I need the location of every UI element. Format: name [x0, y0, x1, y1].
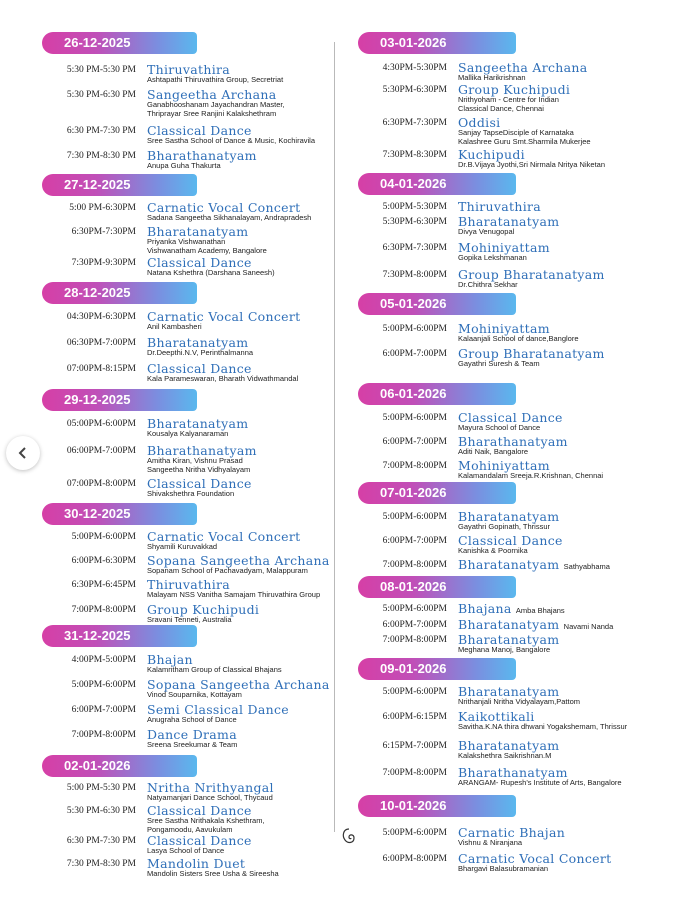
- event-performer: Anil Kambasheri: [147, 322, 202, 331]
- event-title-text: Bharathanatyam: [458, 765, 568, 780]
- event-performer: Sopanam School of Pachavadyam, Malappuram: [147, 566, 308, 575]
- event-time: 5:30 PM-6:30 PM: [66, 90, 136, 100]
- event-time: 5:00PM-6:00PM: [382, 828, 447, 838]
- event-title-text: Classical Dance: [147, 123, 252, 138]
- event-title-text: Carnatic Bhajan: [458, 825, 566, 840]
- event-performer: Dr.B.Vijaya Jyothi,Sri Nirmala Nritya Niketan: [458, 160, 605, 169]
- event-title: [458, 199, 541, 214]
- date-header: 03-01-2026: [358, 32, 516, 54]
- event-performer: Kalakshethra Saikrishnan.M: [458, 751, 552, 760]
- event-title-text: Carnatic Vocal Concert: [458, 851, 612, 866]
- event-performer: Vishwanatham Academy, Bangalore: [147, 246, 267, 255]
- event-title-text: Carnatic Vocal Concert: [147, 309, 301, 324]
- event-performer: Aditi Naik, Bangalore: [458, 447, 529, 456]
- event-title-text: Classical Dance: [147, 833, 252, 848]
- event-performer: Bhargavi Balasubramanian: [458, 864, 549, 873]
- event-title-text: Classical Dance: [147, 803, 252, 818]
- event-title: [458, 617, 613, 632]
- event-title-text: Carnatic Vocal Concert: [147, 529, 301, 544]
- date-header: 07-01-2026: [358, 482, 516, 504]
- event-title-text: Dance Drama: [147, 727, 237, 742]
- event-performer: Navami Nanda: [563, 622, 614, 631]
- event-time: 07:00PM-8:00PM: [66, 479, 136, 489]
- event-performer: Sangeetha Nritha Vidhyalayam: [147, 465, 251, 474]
- event-time: 7:00PM-8:00PM: [382, 560, 447, 570]
- event-performer: Ganabhooshanam Jayachandran Master,: [147, 100, 285, 109]
- event-performer: Gopika Lekshmanan: [458, 253, 527, 262]
- previous-page-button[interactable]: [6, 436, 40, 470]
- event-performer: Kalashree Guru Smt.Sharmila Mukerjee: [458, 137, 591, 146]
- event-performer: Kalamritham Group of Classical Bhajans: [147, 665, 282, 674]
- event-title-text: Bharatanatyam: [458, 214, 560, 229]
- event-title-text: Bharatanatyam: [147, 335, 249, 350]
- event-time: 7:00PM-8:00PM: [382, 635, 447, 645]
- event-time: 7:00PM-8:00PM: [71, 730, 136, 740]
- chevron-left-icon: [17, 446, 29, 460]
- event-time: 5:00PM-6:00PM: [382, 512, 447, 522]
- event-time: 5:00PM-6:00PM: [382, 604, 447, 614]
- event-performer: Sree Sastha Nrithakala Kshethram,: [147, 816, 265, 825]
- event-title-text: Semi Classical Dance: [147, 702, 289, 717]
- date-header: 26-12-2025: [42, 32, 197, 54]
- event-performer: Shyamili Kuruvakkad: [147, 542, 218, 551]
- event-performer: Mandolin Sisters Sree Usha & Sireesha: [147, 869, 279, 878]
- date-header: 02-01-2026: [42, 755, 197, 777]
- event-performer: Thriprayar Sree Ranjini Kalakshethram: [147, 109, 277, 118]
- event-title-text: Bharatanatyam: [458, 738, 560, 753]
- event-title-text: Carnatic Vocal Concert: [147, 200, 301, 215]
- event-performer: Priyanka Vishwanathan: [147, 237, 226, 246]
- event-title-text: Bharatanatyam: [458, 557, 560, 572]
- event-title-text: Sopana Sangeetha Archana: [147, 677, 330, 692]
- event-time: 6:00PM-6:15PM: [382, 712, 447, 722]
- event-time: 5:00PM-6:00PM: [71, 680, 136, 690]
- event-performer: Anupa Guha Thakurta: [147, 161, 221, 170]
- event-time: 7:30 PM-8:30 PM: [66, 151, 136, 161]
- event-performer: Gayathri Gopinath, Thrissur: [458, 522, 550, 531]
- event-time: 06:00PM-7:00PM: [66, 446, 136, 456]
- event-time: 5:00PM-6:00PM: [382, 413, 447, 423]
- event-performer: Meghana Manoj, Bangalore: [458, 645, 551, 654]
- date-header: 30-12-2025: [42, 503, 197, 525]
- event-performer: Sreena Sreekumar & Team: [147, 740, 238, 749]
- event-title-text: Bharatanatyam: [147, 224, 249, 239]
- event-performer: Gayathri Suresh & Team: [458, 359, 540, 368]
- event-time: 5:00PM-6:00PM: [71, 532, 136, 542]
- event-performer: Kalaanjali School of dance,Banglore: [458, 334, 579, 343]
- event-time: 5:00PM-6:00PM: [382, 324, 447, 334]
- event-title-text: Classical Dance: [458, 533, 563, 548]
- date-header: 28-12-2025: [42, 282, 197, 304]
- event-performer: Mallika Harikrishnan: [458, 73, 526, 82]
- event-time: 5:00PM-5:30PM: [382, 202, 447, 212]
- event-time: 5:30PM-6:30PM: [382, 85, 447, 95]
- event-performer: Kalamandalam Sreeja.R.Krishnan, Chennai: [458, 471, 604, 480]
- event-time: 6:30PM-7:30PM: [382, 243, 447, 253]
- date-header: 05-01-2026: [358, 293, 516, 315]
- event-title: [458, 557, 610, 572]
- event-time: 6:30 PM-7:30 PM: [66, 836, 136, 846]
- event-title-text: Bharatanatyam: [458, 684, 560, 699]
- date-header: 08-01-2026: [358, 576, 516, 598]
- event-time: 5:30 PM-6:30 PM: [66, 806, 136, 816]
- event-time: 7:30PM-8:30PM: [382, 150, 447, 160]
- event-performer: Nrithyoham - Centre for Indian: [458, 95, 559, 104]
- event-time: 5:00PM-6:00PM: [382, 687, 447, 697]
- event-title-text: Bharatanatyam: [458, 509, 560, 524]
- event-time: 7:00PM-8:00PM: [71, 605, 136, 615]
- event-title: [458, 601, 565, 616]
- event-performer: Nrithanjali Nritha Vidyalayam,Pattom: [458, 697, 580, 706]
- event-performer: Pongamoodu, Aavukulam: [147, 825, 233, 834]
- event-title-text: Kaikottikali: [458, 709, 535, 724]
- event-time: 5:00 PM-5:30 PM: [66, 783, 136, 793]
- event-time: 07:00PM-8:15PM: [66, 364, 136, 374]
- event-title-text: Bharatanatyam: [458, 632, 560, 647]
- event-time: 6:00PM-7:00PM: [71, 705, 136, 715]
- date-header: 06-01-2026: [358, 383, 516, 405]
- event-title-text: Thiruvathira: [458, 199, 542, 214]
- event-performer: Kousalya Kalyanaraman: [147, 429, 229, 438]
- event-title-text: Group Kuchipudi: [458, 82, 571, 97]
- event-title-text: Classical Dance: [458, 410, 563, 425]
- event-title-text: Bharathanatyam: [458, 434, 568, 449]
- event-performer: Kanishka & Poornika: [458, 546, 528, 555]
- event-title-text: Mohiniyattam: [458, 458, 550, 473]
- event-time: 6:00PM-6:30PM: [71, 556, 136, 566]
- event-time: 4:00PM-5:00PM: [71, 655, 136, 665]
- event-title-text: Group Bharatanatyam: [458, 267, 605, 282]
- event-time: 05:00PM-6:00PM: [66, 419, 136, 429]
- event-performer: Anugraha School of Dance: [147, 715, 237, 724]
- event-title-text: Mohiniyattam: [458, 240, 550, 255]
- event-performer: Classical Dance, Chennai: [458, 104, 544, 113]
- event-performer: Sravani Tenneti, Australia: [147, 615, 232, 624]
- event-performer: Lasya School of Dance: [147, 846, 225, 855]
- event-title-text: Oddisi: [458, 115, 501, 130]
- event-performer: Natana Kshethra (Darshana Saneesh): [147, 268, 275, 277]
- date-header: 29-12-2025: [42, 389, 197, 411]
- event-performer: Savitha.K.NA thira dhwani Yogakshemam, Thrissur: [458, 722, 628, 731]
- event-time: 7:00PM-8:00PM: [382, 768, 447, 778]
- event-time: 7:30PM-8:00PM: [382, 270, 447, 280]
- event-performer: Kala Parameswaran, Bharath Vidwathmandal: [147, 374, 299, 383]
- event-performer: Dr.Deepthi.N.V, Perinthalmanna: [147, 348, 254, 357]
- event-performer: Ashtapathi Thiruvathira Group, Secretriat: [147, 75, 284, 84]
- event-time: 6:30PM-7:30PM: [71, 227, 136, 237]
- column-divider: [334, 42, 335, 832]
- event-time: 5:30 PM-5:30 PM: [66, 65, 136, 75]
- event-title-text: Classical Dance: [147, 255, 252, 270]
- event-title-text: Thiruvathira: [147, 62, 231, 77]
- event-title-text: Classical Dance: [147, 476, 252, 491]
- event-time: 6:30PM-7:30PM: [382, 118, 447, 128]
- event-title-text: Bharatanatyam: [147, 416, 249, 431]
- event-title-text: Sangeetha Archana: [458, 60, 588, 75]
- event-performer: Dr.Chithra Sekhar: [458, 280, 518, 289]
- event-title-text: Mohiniyattam: [458, 321, 550, 336]
- event-time: 6:00PM-7:00PM: [382, 620, 447, 630]
- event-performer: Sadana Sangeetha Sikhanalayam, Andrapradesh: [147, 213, 312, 222]
- event-time: 7:30 PM-8:30 PM: [66, 859, 136, 869]
- date-header: 27-12-2025: [42, 174, 197, 196]
- event-time: 06:30PM-7:00PM: [66, 338, 136, 348]
- event-title-text: Nritha Nrithyangal: [147, 780, 274, 795]
- event-performer: Sree Sastha School of Dance & Music, Kochiravila: [147, 136, 315, 145]
- swirl-ornament-icon: [340, 826, 358, 848]
- date-header: 31-12-2025: [42, 625, 197, 647]
- event-time: 7:30PM-9:30PM: [71, 258, 136, 268]
- date-header: 04-01-2026: [358, 173, 516, 195]
- event-performer: ARANGAM- Rupesh's Institute of Arts, Bangalore: [458, 778, 622, 787]
- event-title-text: Kuchipudi: [458, 147, 525, 162]
- event-performer: Amba Bhajans: [515, 606, 565, 615]
- event-title-text: Sopana Sangeetha Archana: [147, 553, 330, 568]
- event-title-text: Bharathanatyam: [147, 148, 257, 163]
- event-time: 5:30PM-6:30PM: [382, 217, 447, 227]
- event-time: 6:30 PM-7:30 PM: [66, 126, 136, 136]
- event-time: 6:15PM-7:00PM: [382, 741, 447, 751]
- event-title-text: Classical Dance: [147, 361, 252, 376]
- event-performer: Malayam NSS Vanitha Samajam Thiruvathira Group: [147, 590, 321, 599]
- event-time: 6:30PM-6:45PM: [71, 580, 136, 590]
- event-performer: Mayura School of Dance: [458, 423, 541, 432]
- event-time: 6:00PM-7:00PM: [382, 437, 447, 447]
- event-title-text: Thiruvathira: [147, 577, 231, 592]
- event-time: 5:00 PM-6:30PM: [69, 203, 136, 213]
- event-performer: Vinod Souparnika, Kottayam: [147, 690, 242, 699]
- event-title-text: Bhajana: [458, 601, 512, 616]
- event-performer: Natyamanjari Dance School, Thycaud: [147, 793, 273, 802]
- event-performer: Divya Venugopal: [458, 227, 515, 236]
- event-performer: Vishnu & Niranjana: [458, 838, 523, 847]
- date-header: 09-01-2026: [358, 658, 516, 680]
- event-time: 6:00PM-7:00PM: [382, 536, 447, 546]
- event-title-text: Sangeetha Archana: [147, 87, 277, 102]
- event-time: 6:00PM-8:00PM: [382, 854, 447, 864]
- event-time: 7:00PM-8:00PM: [382, 461, 447, 471]
- event-time: 04:30PM-6:30PM: [66, 312, 136, 322]
- event-title-text: Group Kuchipudi: [147, 602, 260, 617]
- event-performer: Amitha Kiran, Vishnu Prasad: [147, 456, 243, 465]
- event-title-text: Bharathanatyam: [147, 443, 257, 458]
- event-performer: Shivakshethra Foundation: [147, 489, 235, 498]
- event-time: 6:00PM-7:00PM: [382, 349, 447, 359]
- event-time: 4:30PM-5:30PM: [382, 63, 447, 73]
- event-title-text: Group Bharatanatyam: [458, 346, 605, 361]
- event-performer: Sathyabhama: [563, 562, 610, 571]
- event-performer: Sanjay TapseDisciple of Karnataka: [458, 128, 574, 137]
- event-title-text: Bhajan: [147, 652, 193, 667]
- event-title-text: Mandolin Duet: [147, 856, 246, 871]
- date-header: 10-01-2026: [358, 795, 516, 817]
- event-title-text: Bharatanatyam: [458, 617, 560, 632]
